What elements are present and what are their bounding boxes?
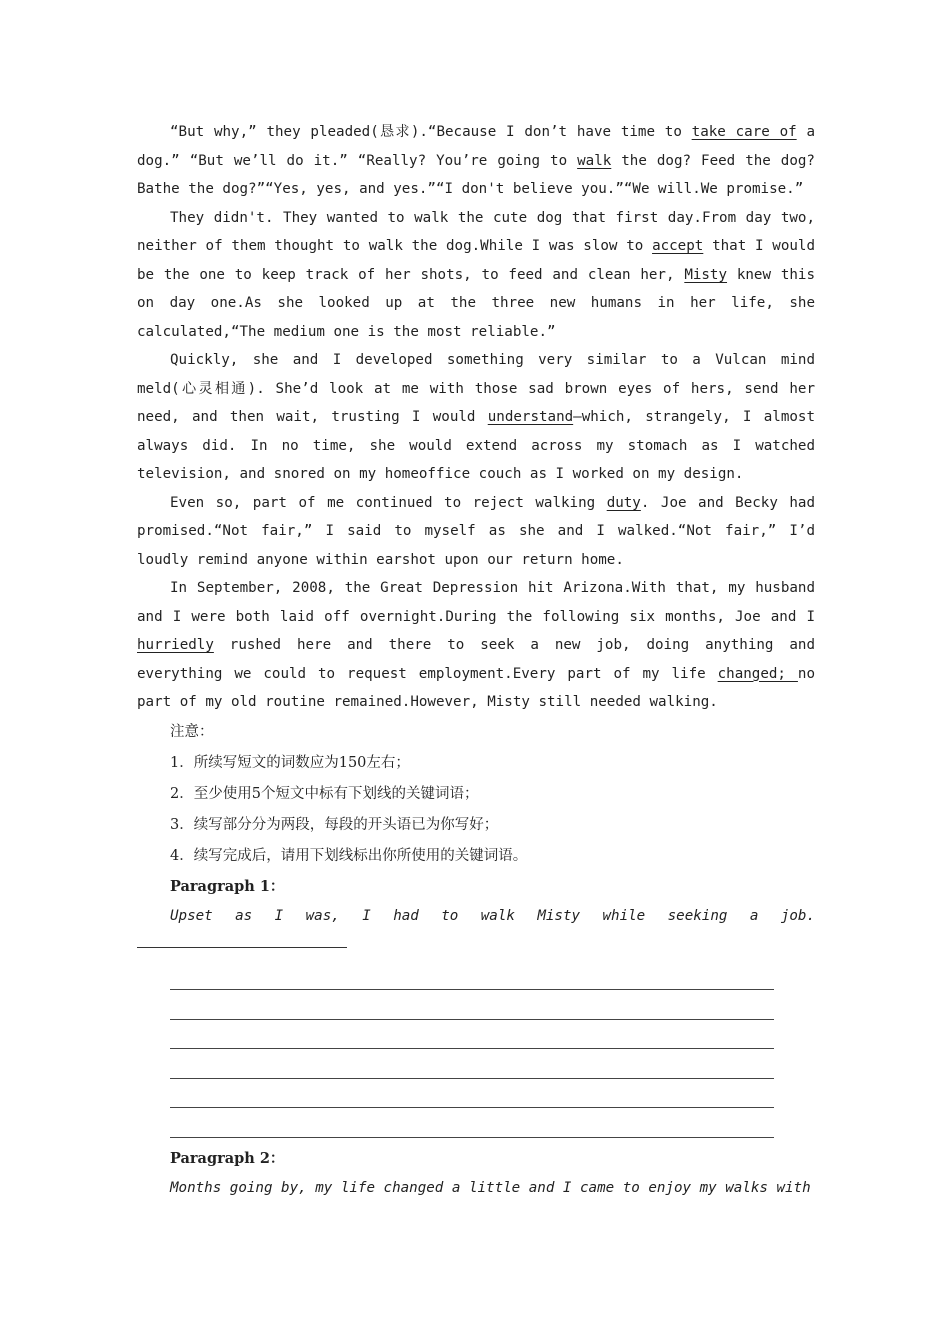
key-word: duty	[606, 494, 641, 511]
instructions	[137, 717, 815, 872]
writing-line[interactable]	[170, 961, 774, 991]
story-text: knew this on day one.As she looked up at the three new humans in her life, she calculated,“The medium one is the most reliable.”	[137, 266, 815, 340]
key-word: accept	[652, 238, 704, 254]
paragraph-1-writing-area[interactable]	[137, 961, 815, 1138]
story-text: . Joe and Becky had promised.“Not fair,” I said to myself as she and I walked.“Not fair,” I’d loudly remind anyone within earshot upon our return home.	[137, 494, 816, 568]
writing-line[interactable]	[170, 1049, 774, 1079]
paragraph-1-starter-text: Upset as I was, I had to walk Misty while seeking a job.	[170, 907, 815, 924]
instruction-item: 2．至少使用5个短文中标有下划线的关键词语；	[170, 785, 479, 802]
story-text: —which, strangely, I almost always did. In no time, she would extend across my stomach as I watched television, and snored on my homeoffice couch as I worked on my design.	[137, 409, 815, 482]
writing-line[interactable]	[170, 1079, 774, 1109]
paragraph-1-starter	[137, 902, 815, 959]
story-text: In September, 2008, the Great Depression hit Arizona.With that, my husband and I were both laid off overnight.During the following six months, Joe and I	[137, 580, 815, 625]
story-text: rushed here and there to seek a new job, doing anything and everything we could to request employment.Every part of my life	[137, 637, 815, 682]
story-text: Even so, part of me continued to reject walking	[170, 494, 607, 511]
story-text: that I would be the one to keep track of her shots, to feed and clean her,	[137, 238, 815, 283]
instruction-item: 4．续写完成后，请用下划线标出你所使用的关键词语。	[170, 847, 528, 864]
story-passage	[137, 118, 815, 717]
story-text: They didn't. They wanted to walk the cute dog that first day.From day two, neither of them thought to walk the dog.While I was slow to	[137, 209, 815, 254]
key-word: take care of	[691, 124, 797, 140]
story-paragraph	[137, 574, 815, 717]
key-word: Misty	[684, 266, 728, 283]
instruction-item: 3．续写部分分为两段，每段的开头语已为你写好；	[170, 816, 499, 833]
writing-line[interactable]	[170, 1108, 774, 1138]
answer-blank[interactable]	[137, 931, 347, 948]
story-text: no part of my old routine remained.However, Misty still needed walking.	[137, 665, 816, 710]
story-text: “But why,” they pleaded(恳求).“Because I don’t have time to	[170, 124, 692, 140]
story-paragraph	[137, 118, 815, 204]
story-text: Quickly, she and I developed something very similar to a Vulcan mind meld(心灵相通). She’d look at me with those sad brown eyes of hers, send her need, and then wait, trusting I would	[137, 352, 815, 425]
instructions-heading: 注意：	[170, 723, 214, 740]
story-paragraph	[137, 346, 815, 489]
key-word: hurriedly	[137, 637, 214, 653]
story-paragraph	[137, 204, 815, 347]
story-text: the dog? Feed the dog? Bathe the dog?”“Yes, yes, and yes.”“I don't believe you.”“We will.We promise.”	[137, 152, 815, 197]
key-word: walk	[577, 152, 612, 169]
paragraph-2-starter: Months going by, my life changed a little and I came to enjoy my walks with	[170, 1179, 811, 1196]
key-word: understand	[487, 409, 574, 425]
instruction-item: 1．所续写短文的词数应为150左右；	[170, 754, 410, 771]
writing-line[interactable]	[170, 990, 774, 1020]
story-paragraph	[137, 489, 815, 575]
paragraph-1-label: Paragraph 1：	[170, 877, 285, 895]
writing-line[interactable]	[170, 1020, 774, 1050]
key-word: changed;	[717, 665, 798, 682]
story-text: a dog.” “But we’ll do it.” “Really? You’re going to	[137, 124, 815, 169]
worksheet-page	[137, 118, 815, 1202]
paragraph-2-label: Paragraph 2：	[170, 1149, 285, 1167]
